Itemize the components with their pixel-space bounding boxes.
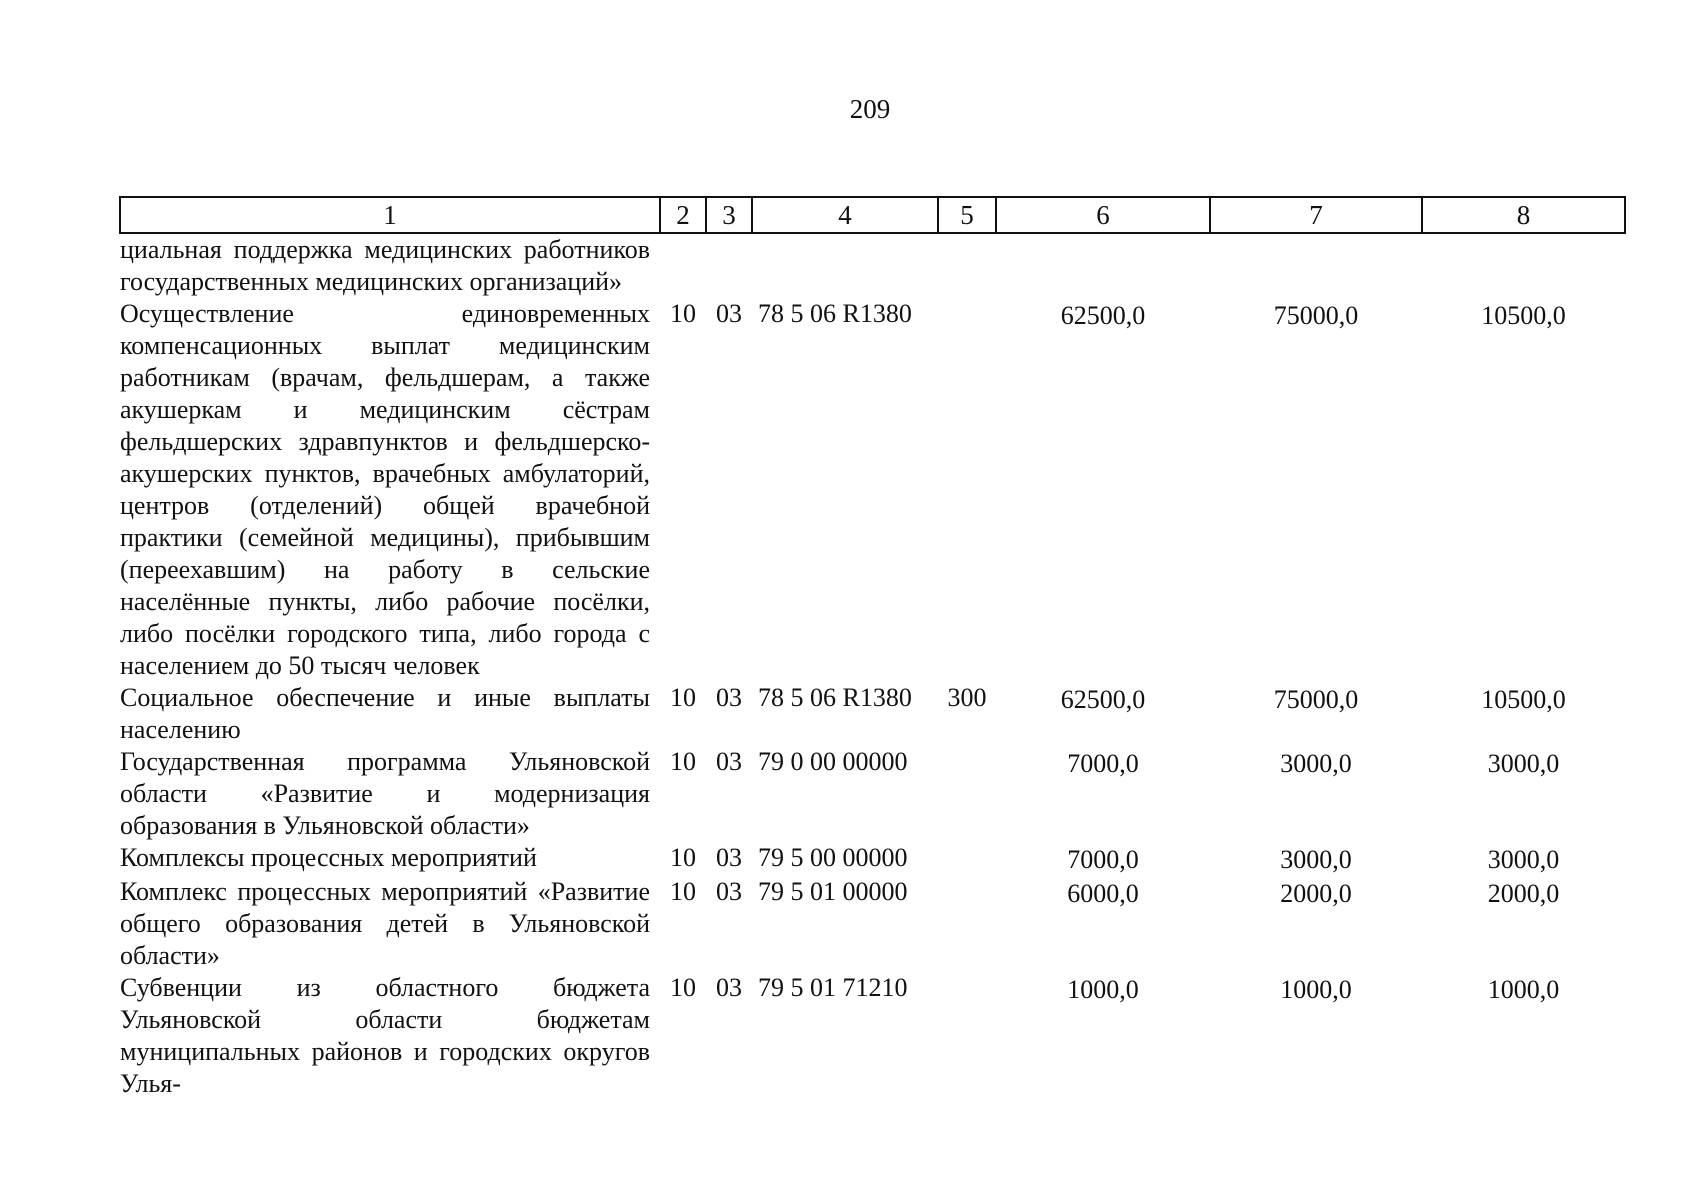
- row-amount-1: 62500,0: [1060, 685, 1146, 714]
- row-amount-1: 1000,0: [1067, 975, 1139, 1004]
- header-col-4: 4: [752, 197, 938, 233]
- row-name: Субвенции из областного бюджета Ульяновской области бюджетам муниципальных районов и городских округов Улья-: [120, 973, 650, 1098]
- row-subsection: 03: [716, 683, 742, 712]
- row-amount-3: 3000,0: [1487, 845, 1560, 874]
- table-row: [120, 682, 1625, 746]
- table-row: [120, 233, 1625, 298]
- header-col-1: 1: [120, 197, 660, 233]
- row-name: Осуществление единовременных компенсационных выплат медицинским работникам (врачам, фельдшерам, а также акушеркам и медицинским сёстрам фельдшерских здравпунктов и фельдшерско-акушерских пунктов, врачебных амбулаторий, центров (отделений) общей врачебной практики (семейной медицины), прибывшим (переехавшим) на работу в сельские населённые пункты, либо рабочие посёлки, либо посёлки городского типа, либо города с населением до 50 тысяч человек: [120, 299, 650, 680]
- row-subsection: 03: [716, 299, 742, 328]
- row-target-code: 79 5 00 00000: [758, 843, 908, 872]
- row-expense-type: [938, 972, 996, 1100]
- row-expense-type: [938, 876, 996, 972]
- row-amount-1: 7000,0: [1067, 749, 1139, 778]
- row-amount-1: 62500,0: [1060, 301, 1146, 330]
- row-target-code: 79 5 01 00000: [758, 877, 908, 906]
- header-col-2: 2: [660, 197, 706, 233]
- header-col-8: 8: [1422, 197, 1625, 233]
- table-row: [120, 298, 1625, 682]
- row-expense-type: [938, 746, 996, 842]
- row-amount-3: 1000,0: [1487, 975, 1560, 1004]
- row-amount-2: 75000,0: [1273, 301, 1359, 330]
- row-section: 10: [670, 973, 696, 1002]
- header-col-6: 6: [996, 197, 1210, 233]
- row-amount-3: 2000,0: [1487, 879, 1560, 908]
- row-target-code: [752, 233, 938, 298]
- row-name: циальная поддержка медицинских работников государственных медицинских организаций»: [120, 235, 650, 296]
- header-row: [120, 197, 1625, 233]
- header-col-3: 3: [706, 197, 752, 233]
- row-amount-3: 3000,0: [1487, 749, 1560, 778]
- row-name: Комплексы процессных мероприятий: [120, 843, 537, 872]
- table-row: [120, 842, 1625, 876]
- row-amount-2: [1210, 233, 1422, 298]
- row-section: [660, 233, 706, 298]
- row-expense-type: [938, 233, 996, 298]
- row-subsection: 03: [716, 843, 742, 872]
- budget-table: [119, 196, 1626, 1100]
- row-amount-1: 7000,0: [1067, 845, 1139, 874]
- table-row: [120, 876, 1625, 972]
- header-col-7: 7: [1210, 197, 1422, 233]
- row-subsection: 03: [716, 877, 742, 906]
- row-section: 10: [670, 299, 696, 328]
- row-name: Комплекс процессных мероприятий «Развитие общего образования детей в Ульяновской области»: [120, 877, 650, 970]
- row-target-code: 78 5 06 R1380: [758, 299, 912, 328]
- row-expense-type: 300: [947, 683, 987, 712]
- row-amount-1: [996, 233, 1210, 298]
- row-target-code: 79 5 01 71210: [758, 973, 908, 1002]
- header-col-5: 5: [938, 197, 996, 233]
- row-target-code: 79 0 00 00000: [758, 747, 908, 776]
- row-amount-1: 6000,0: [1067, 879, 1139, 908]
- row-amount-2: 1000,0: [1280, 975, 1352, 1004]
- row-name: Государственная программа Ульяновской области «Развитие и модернизация образования в Ульяновской области»: [120, 747, 650, 840]
- row-amount-3: [1422, 233, 1625, 298]
- row-expense-type: [938, 298, 996, 682]
- row-section: 10: [670, 683, 696, 712]
- row-amount-2: 3000,0: [1280, 749, 1352, 778]
- table-row: [120, 972, 1625, 1100]
- table-row: [120, 746, 1625, 842]
- row-section: 10: [670, 747, 696, 776]
- row-amount-2: 75000,0: [1273, 685, 1359, 714]
- row-section: 10: [670, 877, 696, 906]
- row-amount-3: 10500,0: [1481, 685, 1566, 714]
- row-expense-type: [938, 842, 996, 876]
- row-amount-2: 2000,0: [1280, 879, 1352, 908]
- row-subsection: 03: [716, 747, 742, 776]
- row-section: 10: [670, 843, 696, 872]
- row-amount-3: 10500,0: [1481, 301, 1566, 330]
- page-number: 209: [849, 94, 891, 124]
- row-amount-2: 3000,0: [1280, 845, 1352, 874]
- row-name: Социальное обеспечение и иные выплаты населению: [120, 683, 650, 744]
- row-target-code: 78 5 06 R1380: [758, 683, 912, 712]
- row-subsection: [706, 233, 752, 298]
- row-subsection: 03: [716, 973, 742, 1002]
